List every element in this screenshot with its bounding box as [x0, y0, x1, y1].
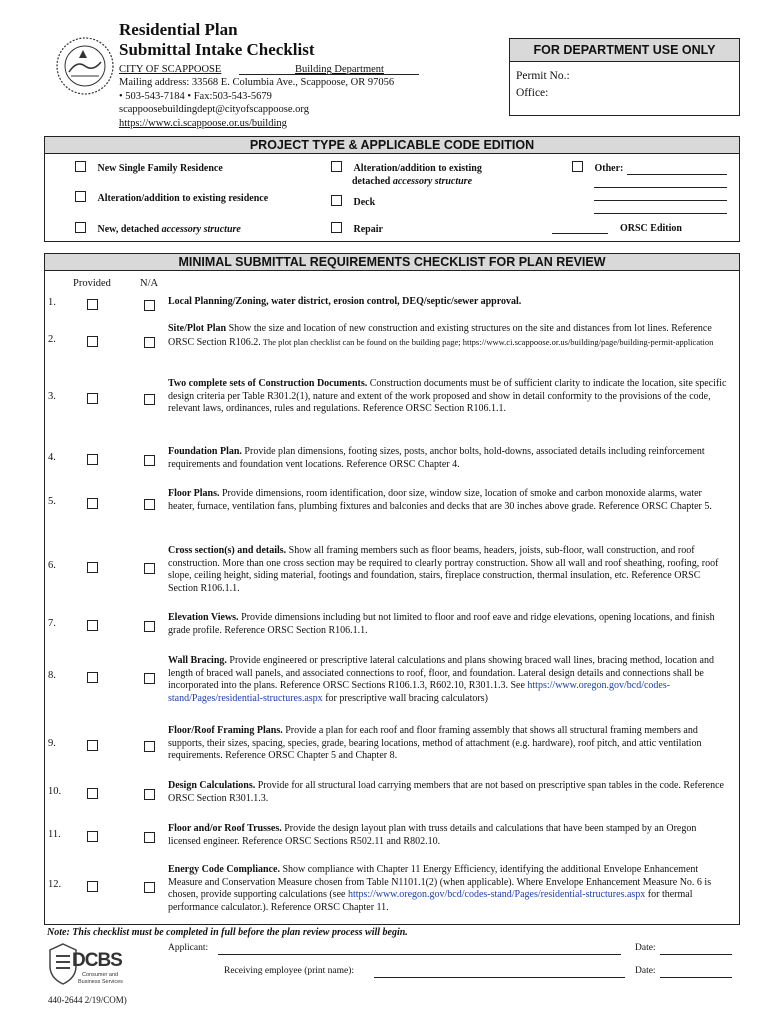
- checkbox-provided[interactable]: [87, 498, 98, 509]
- date-label-1: Date:: [635, 943, 656, 953]
- checkbox-provided[interactable]: [87, 881, 98, 892]
- department-name: Building Department: [295, 64, 384, 75]
- checklist-item-text: [168, 612, 730, 637]
- row-number: 6.: [48, 560, 56, 571]
- checklist-item-body: Provide a plan for each roof and floor framing assembly that shows all structural framing members and supports, their sizes, spacing, species, grade, bearing locations, method of attachment (e.g. hardware), roof pitch, and attic ventilation requirements. Reference ORSC Chapter 5 and Chapter 8.: [168, 725, 702, 761]
- other-line-4[interactable]: [594, 213, 727, 214]
- checkbox-na[interactable]: [144, 621, 155, 632]
- label-orsc-edition: ORSC Edition: [620, 223, 682, 234]
- row-number: 1.: [48, 297, 56, 308]
- checkbox-provided[interactable]: [87, 831, 98, 842]
- col-provided: Provided: [73, 278, 111, 289]
- form-number: 440-2644 2/19/COM): [48, 995, 127, 1005]
- checklist-item-body-end: for prescriptive wall bracing calculators): [322, 692, 488, 704]
- checklist-item-body: Provide engineered or prescriptive lateral calculations and plans showing braced wall lines, bracing method, location and length of braced wall panels, and associated connections to roof, floor, and foundation. Lateral design details and connections shall be incorporated into the plans. Reference ORSC Sections R106.1.3, R602.10, R301.1.3. See: [168, 655, 714, 691]
- checklist-item-title: Floor and/or Roof Trusses.: [168, 823, 282, 834]
- date-line-1[interactable]: [660, 954, 732, 955]
- residential-structures-link[interactable]: https://www.oregon.gov/bcd/codes-stand/Pages/residential-structures.aspx: [168, 680, 671, 704]
- residential-structures-link[interactable]: https://www.oregon.gov/bcd/codes-stand/Pages/residential-structures.aspx: [347, 889, 646, 900]
- label-deck: Deck: [353, 197, 376, 208]
- checklist-item-body: Show compliance with Chapter 11 Energy Efficiency, identifying the additional Envelope Enhancement Measure and Conservation Measure chosen from Table N1101.1(2) (when applicable). Where Envelope Enhancement Measure No. 6 is chosen, provide supporting calculations (see: [168, 864, 712, 900]
- mailing-address: Mailing address: 33568 E. Columbia Ave., Scappoose, OR 97056: [119, 77, 395, 88]
- checkbox-na[interactable]: [144, 832, 155, 843]
- checkbox-new-detached[interactable]: [75, 222, 86, 233]
- row-number: 7.: [48, 618, 56, 629]
- checklist-item-text: [168, 655, 730, 705]
- checkbox-na[interactable]: [144, 882, 155, 893]
- checkbox-na[interactable]: [144, 563, 155, 574]
- checkbox-na[interactable]: [144, 455, 155, 466]
- checkbox-provided[interactable]: [87, 393, 98, 404]
- phone-fax: • 503-543-7184 • Fax:503-543-5679: [119, 90, 272, 102]
- row-number: 12.: [48, 879, 62, 890]
- checkbox-provided[interactable]: [87, 562, 98, 573]
- checklist-item-text: [168, 323, 730, 349]
- row-number: 11.: [48, 829, 61, 840]
- checklist-item-title: Local Planning/Zoning, water district, erosion control, DEQ/septic/sewer approval.: [168, 296, 522, 307]
- checklist-item-title: Energy Code Compliance.: [168, 864, 280, 875]
- checkbox-alteration-detached[interactable]: [331, 161, 342, 172]
- row-number: 5.: [48, 496, 56, 507]
- checkbox-provided[interactable]: [87, 299, 98, 310]
- label-repair: Repair: [353, 224, 383, 235]
- checkbox-provided[interactable]: [87, 454, 98, 465]
- checklist-item-title: Design Calculations.: [168, 780, 256, 791]
- checkbox-deck[interactable]: [331, 195, 342, 206]
- dcbs-sub1: Consumer and: [82, 972, 119, 978]
- checklist-item-title: Cross section(s) and details.: [168, 545, 287, 556]
- checkbox-na[interactable]: [144, 789, 155, 800]
- checklist-item-body: Provide for all structural load carrying members that are not based on prescriptive span tables in the code. Reference ORSC Section R301.1.3.: [168, 780, 724, 804]
- row-number: 2.: [48, 334, 56, 345]
- checklist-item-text: [168, 864, 730, 914]
- checkbox-repair[interactable]: [331, 222, 342, 233]
- department-box-title: FOR DEPARTMENT USE ONLY: [510, 39, 739, 62]
- checkbox-provided[interactable]: [87, 620, 98, 631]
- label-new-sfr: New Single Family Residence: [97, 163, 223, 174]
- checkbox-provided[interactable]: [87, 336, 98, 347]
- city-name: CITY OF SCAPPOOSE: [119, 64, 222, 75]
- label-new-detached: New, detached accessory structure: [97, 224, 241, 235]
- office-label[interactable]: Office:: [516, 87, 549, 99]
- col-na: N/A: [140, 278, 159, 289]
- checklist-item-body: Provide the design layout plan with truss details and calculations that have been stamped by an Oregon licensed engineer. Reference ORSC Sections R502.11 and R802.10.: [168, 823, 697, 847]
- date-label-2: Date:: [635, 966, 656, 976]
- checklist-heading: MINIMAL SUBMITTAL REQUIREMENTS CHECKLIST FOR PLAN REVIEW: [44, 253, 740, 271]
- checklist-item-title: Floor/Roof Framing Plans.: [168, 725, 283, 736]
- checklist-item-title: Floor Plans.: [168, 488, 220, 499]
- checklist-item-note: The plot plan checklist can be found on the building page; https://www.ci.scappoose.or.us/building/page/building-permit-application: [260, 336, 714, 347]
- checklist-item-title: Two complete sets of Construction Documents.: [168, 378, 368, 389]
- checklist-item-title: Site/Plot Plan: [168, 323, 227, 334]
- receiving-label: Receiving employee (print name):: [224, 966, 355, 976]
- checklist-item-text: [168, 780, 730, 805]
- row-number: 3.: [48, 391, 56, 402]
- checklist-item-text: [168, 378, 730, 416]
- other-line-1[interactable]: [627, 174, 727, 175]
- dcbs-logo-text: DCBS: [72, 950, 122, 971]
- department-use-box: [509, 38, 740, 116]
- dcbs-sub2: Business Services: [78, 979, 123, 985]
- checklist-item-text: [168, 488, 730, 513]
- checkbox-alteration-residence[interactable]: [75, 191, 86, 202]
- checkbox-na[interactable]: [144, 300, 155, 311]
- checklist-item-text: [168, 725, 730, 763]
- checklist-item-body-end: for thermal performance calculator.). Reference ORSC Chapter 11.: [168, 889, 693, 913]
- label-alteration-detached: Alteration/addition to existing: [353, 163, 482, 174]
- checkbox-other[interactable]: [572, 161, 583, 172]
- row-number: 9.: [48, 738, 56, 749]
- checkbox-na[interactable]: [144, 337, 155, 348]
- label-alteration-residence: Alteration/addition to existing residence: [97, 193, 269, 204]
- checklist-item-title: Foundation Plan.: [168, 446, 242, 457]
- checklist-item-body: Construction documents must be of sufficient clarity to indicate the location, site specific design criteria per Table R301.2(1), nature and extent of the work proposed and show in detail conformity to the provisions of the code, relevant laws, ordinances, rules and regulations. Reference ORSC Section R106.1.1.: [168, 378, 727, 414]
- row-number: 4.: [48, 452, 56, 463]
- checklist-item-body: Provide dimensions including but not limited to floor and roof eave and ridge elevations, opening locations, and finish grade profile. Reference ORSC Section R106.1.1.: [168, 612, 715, 636]
- other-line-2[interactable]: [594, 187, 727, 188]
- checklist-item-text: [168, 446, 730, 471]
- checkbox-na[interactable]: [144, 673, 155, 684]
- receiving-line[interactable]: [374, 977, 625, 978]
- checkbox-na[interactable]: [144, 394, 155, 405]
- checklist-item-title: Elevation Views.: [168, 612, 239, 623]
- checklist-item-title: Wall Bracing.: [168, 655, 227, 666]
- checklist-item-body: Provide dimensions, room identification, door size, window size, location of smoke and carbon monoxide alarms, water heater, furnace, ventilation fans, plumbing fixtures and balconies and decks that are 30 inches above grade. Reference ORSC Chapter 5.: [168, 488, 712, 512]
- city-seal: [55, 36, 115, 96]
- permit-no-label[interactable]: Permit No.:: [516, 70, 570, 82]
- checkbox-new-sfr[interactable]: [75, 161, 86, 172]
- email: scappoosebuildingdept@cityofscappoose.org: [119, 104, 309, 115]
- applicant-line[interactable]: [218, 954, 621, 955]
- title-line2: Submittal Intake Checklist: [119, 40, 315, 59]
- dcbs-logo: [48, 942, 128, 990]
- footer-note: Note: This checklist must be completed in full before the plan review process will begin.: [47, 927, 408, 938]
- checkbox-provided[interactable]: [87, 672, 98, 683]
- checklist-item-body: Show all framing members such as floor beams, headers, joists, sub-floor, wall construction, and roof construction. More than one cross section may be required to clearly portray construction. Show all wall and roof sheathing, roofing, roof slope, ceiling height, siding material, footings and foundation, stairs, fireplace construction, thermal insulation, etc. Reference ORSC Section R106.1.1.: [168, 545, 719, 594]
- checkbox-provided[interactable]: [87, 740, 98, 751]
- date-line-2[interactable]: [660, 977, 732, 978]
- label-alteration-detached-2: detached accessory structure: [352, 176, 473, 187]
- checklist-item-text: [168, 823, 730, 848]
- row-number: 8.: [48, 670, 56, 681]
- checkbox-provided[interactable]: [87, 788, 98, 799]
- website-link[interactable]: https://www.ci.scappoose.or.us/building: [119, 117, 287, 129]
- label-other: Other:: [594, 163, 624, 174]
- orsc-edition-line[interactable]: [552, 233, 608, 234]
- checklist-item-text: [168, 296, 730, 309]
- checklist-item-text: [168, 545, 730, 595]
- project-type-heading: PROJECT TYPE & APPLICABLE CODE EDITION: [44, 136, 740, 154]
- checkbox-na[interactable]: [144, 741, 155, 752]
- title-line1: Residential Plan: [119, 20, 238, 39]
- applicant-label: Applicant:: [168, 943, 209, 953]
- row-number: 10.: [48, 786, 62, 797]
- other-line-3[interactable]: [594, 200, 727, 201]
- checklist-item-body: Provide plan dimensions, footing sizes, posts, anchor bolts, hold-downs, associated details including reinforcement requirements and foundation vent locations. Reference ORSC Chapter 4.: [168, 446, 705, 470]
- checklist-item-body: Show the size and location of new construction and existing structures on the site and distances from lot lines. Reference ORSC Section R106.2.: [168, 323, 712, 348]
- checkbox-na[interactable]: [144, 499, 155, 510]
